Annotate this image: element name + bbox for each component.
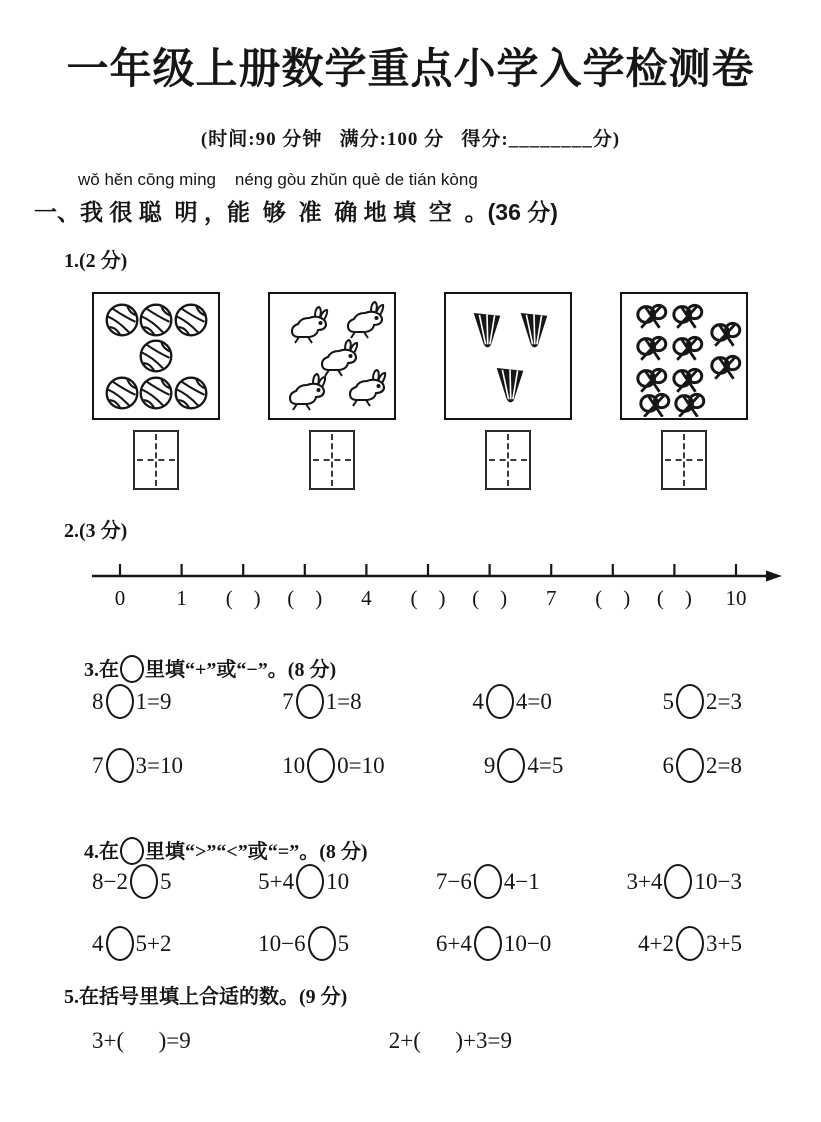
number-line-blank[interactable]: ( ) (595, 586, 631, 610)
grid-dashed-horizontal (665, 459, 703, 461)
expression (282, 748, 384, 783)
expression-left: 7 (282, 688, 294, 714)
picture-box (444, 292, 572, 420)
rabbit-icon (292, 307, 327, 343)
expression-left: 7 (92, 752, 104, 778)
number-line-number: 4 (361, 586, 372, 610)
rabbit-icon (290, 374, 325, 410)
expression-right: 4−1 (503, 868, 540, 894)
answer-writing-grid[interactable] (661, 430, 707, 490)
heading-circle-icon (120, 837, 144, 865)
number-line-blank[interactable]: ( ) (410, 586, 446, 610)
expression-right: 4=0 (515, 688, 552, 714)
butterfly-icon (638, 369, 666, 392)
expression-right: 3=10 (135, 752, 183, 778)
expression (472, 684, 551, 719)
counting-box-shuttlecock (444, 292, 572, 490)
section-one-heading: 一、我 很 聪 明 ，能 够 准 确 地 填 空 。(36 分) (34, 199, 558, 225)
shuttlecock-icon (497, 368, 524, 402)
number-line-blank[interactable]: ( ) (287, 586, 323, 610)
expression (663, 684, 742, 719)
number-line-blank[interactable]: ( ) (472, 586, 508, 610)
question-2-label: 2.(3 分) (64, 520, 128, 542)
shuttlecock-icon (474, 313, 501, 347)
fill-in-expression[interactable]: 3+( )=9 (92, 1028, 191, 1053)
answer-circle[interactable] (676, 926, 704, 961)
expression-right: 10 (326, 868, 350, 894)
expression (638, 926, 742, 961)
question-5-heading: 5.在括号里填上合适的数。(9 分) (64, 986, 348, 1008)
expression (92, 864, 171, 899)
expression-left: 6 (662, 752, 675, 778)
expression-left: 6+4 (435, 930, 472, 956)
grid-dashed-horizontal (313, 459, 351, 461)
answer-circle[interactable] (497, 748, 525, 783)
picture-box (620, 292, 748, 420)
answer-writing-grid[interactable] (309, 430, 355, 490)
question-1-picture-row (92, 292, 748, 490)
butterfly-icon (676, 394, 704, 417)
answer-circle[interactable] (106, 748, 134, 783)
question-4-heading-post: 里填“>”“<”或“=”。(8 分) (145, 841, 368, 863)
expression-right: 5+2 (135, 930, 172, 956)
answer-circle[interactable] (106, 926, 134, 961)
number-line-blank[interactable]: ( ) (656, 586, 692, 610)
page-title: 一年级上册数学重点小学入学检测卷 (66, 45, 755, 92)
question-3-row-2 (92, 748, 742, 783)
question-5-row (92, 1028, 512, 1054)
expression (282, 684, 361, 719)
expression-left: 5+4 (258, 868, 295, 894)
answer-circle[interactable] (296, 684, 324, 719)
expression-left: 4 (472, 688, 484, 714)
expression-right: 5 (159, 868, 172, 894)
basketball-icon (141, 305, 172, 336)
answer-writing-grid[interactable] (485, 430, 531, 490)
answer-circle[interactable] (106, 684, 134, 719)
butterfly-icon (674, 337, 702, 360)
number-line (90, 556, 790, 622)
expression-right: 0=10 (337, 752, 385, 778)
expression (436, 864, 540, 899)
pinyin-line: wǒ hěn cōng ming néng gòu zhǔn què de tián kòng (78, 170, 478, 189)
butterfly-icon (638, 305, 666, 328)
butterfly-icon (641, 394, 669, 417)
answer-circle[interactable] (664, 864, 692, 899)
expression (627, 864, 742, 899)
counting-box-basketball (92, 292, 220, 490)
basketball-icon (176, 305, 207, 336)
basketball-icon (141, 341, 172, 372)
answer-circle[interactable] (308, 926, 336, 961)
number-line-number: 1 (176, 586, 187, 610)
number-line-number: 0 (114, 586, 126, 610)
butterfly-icon (712, 356, 740, 379)
answer-circle[interactable] (474, 926, 502, 961)
picture-box (268, 292, 396, 420)
basketball-icon (107, 378, 138, 409)
rabbit-icon (348, 302, 383, 338)
counting-box-butterfly (620, 292, 748, 490)
expression-left: 3+4 (626, 868, 663, 894)
expression-left: 9 (483, 752, 496, 778)
heading-circle-icon (120, 655, 144, 683)
expression-right: 1=9 (135, 688, 172, 714)
question-3-heading-pre: 3.在 (84, 659, 119, 681)
answer-circle[interactable] (676, 748, 704, 783)
expression (92, 748, 183, 783)
answer-writing-grid[interactable] (133, 430, 179, 490)
expression-left: 10−6 (258, 930, 306, 956)
expression-left: 7−6 (435, 868, 472, 894)
expression (484, 748, 563, 783)
expression (92, 684, 171, 719)
question-3-heading-post: 里填“+”或“−”。(8 分) (145, 659, 337, 681)
expression (663, 748, 742, 783)
rabbit-icon (350, 370, 385, 406)
exam-info: (时间:90 分钟 满分:100 分 得分:________分) (200, 129, 621, 150)
expression-right: 5 (337, 930, 350, 956)
answer-circle[interactable] (296, 864, 324, 899)
counting-box-rabbit (268, 292, 396, 490)
expression-left: 4+2 (638, 930, 674, 956)
expression-right: 2=3 (706, 688, 742, 714)
expression-left: 8−2 (92, 868, 128, 894)
butterfly-icon (712, 323, 740, 346)
number-line-arrow-icon (766, 571, 782, 582)
basketball-icon (141, 378, 172, 409)
expression (258, 864, 349, 899)
expression-right: 10−0 (503, 930, 552, 956)
question-3-row-1 (92, 684, 742, 719)
answer-circle[interactable] (474, 864, 502, 899)
grid-dashed-horizontal (489, 459, 527, 461)
basketball-icon (176, 378, 207, 409)
shuttlecock-icon (521, 313, 548, 347)
picture-box (92, 292, 220, 420)
expression-left: 8 (92, 688, 104, 714)
basketball-icon (107, 305, 138, 336)
fill-in-expression[interactable]: 2+( )+3=9 (388, 1028, 512, 1053)
expression (258, 926, 349, 961)
expression-left: 10 (282, 752, 306, 778)
butterfly-icon (674, 369, 702, 392)
grid-dashed-horizontal (137, 459, 175, 461)
answer-circle[interactable] (676, 684, 704, 719)
answer-circle[interactable] (307, 748, 335, 783)
rabbit-icon (322, 340, 357, 376)
expression-right: 10−3 (694, 868, 742, 894)
butterfly-icon (638, 337, 666, 360)
number-line-number: 10 (725, 586, 747, 610)
expression (92, 926, 171, 961)
expression-left: 4 (92, 930, 104, 956)
answer-circle[interactable] (130, 864, 158, 899)
question-4-row-2 (92, 926, 742, 961)
answer-circle[interactable] (486, 684, 514, 719)
question-1-label: 1.(2 分) (64, 250, 128, 272)
expression-left: 5 (662, 688, 675, 714)
butterfly-icon (674, 305, 702, 328)
expression-right: 3+5 (705, 930, 742, 956)
expression-right: 1=8 (325, 688, 362, 714)
expression (436, 926, 551, 961)
question-4-heading-pre: 4.在 (84, 841, 119, 863)
expression-right: 4=5 (527, 752, 564, 778)
number-line-blank[interactable]: ( ) (225, 586, 261, 610)
expression-right: 2=8 (706, 752, 742, 778)
question-4-row-1 (92, 864, 742, 899)
number-line-number: 7 (545, 586, 557, 610)
